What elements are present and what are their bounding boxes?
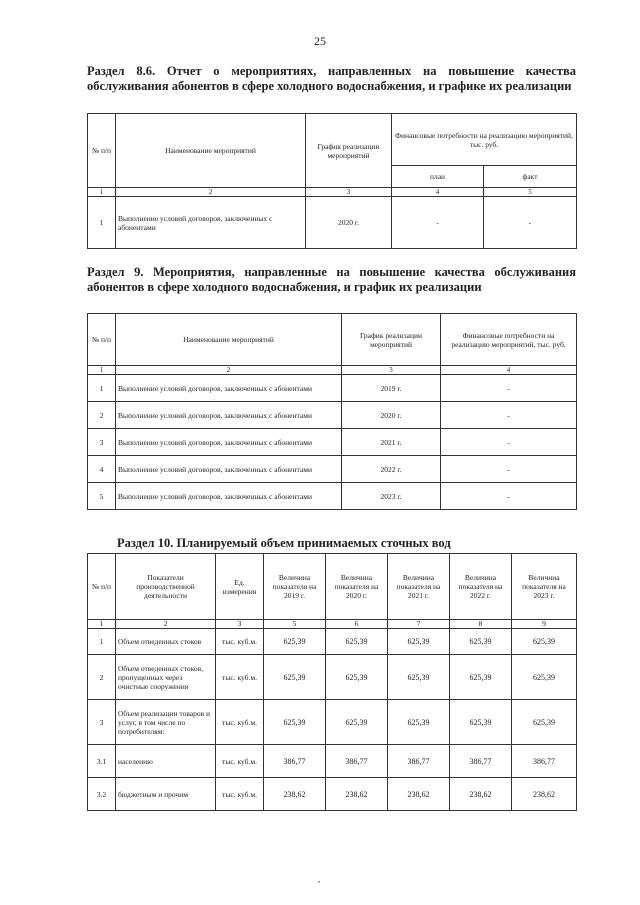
row-num: 3.1 [88,745,116,778]
row-finance: - [441,456,577,483]
table-row [88,456,577,483]
header-2023: Величина показателя на 2023 г. [512,554,577,620]
row-value-2020: 386,77 [326,745,388,778]
table-row [88,429,577,456]
row-num: 1 [88,629,116,655]
header-unit: Ед. измерения [216,554,264,620]
row-finance: - [441,483,577,510]
col-number: 1 [88,620,116,629]
row-value-2022: 625,39 [450,655,512,700]
header-schedule: График реализации мероприятий [342,314,441,366]
header-plan: план [392,166,484,188]
table-row [88,375,577,402]
row-value-2019: 238,62 [264,778,326,811]
col-number: 7 [388,620,450,629]
row-num: 1 [88,197,116,249]
row-unit: тыс. куб.м. [216,778,264,811]
row-value-2023: 625,39 [512,700,577,745]
header-2022: Величина показателя на 2022 г. [450,554,512,620]
row-schedule: 2020 г. [342,402,441,429]
table-row [88,778,577,811]
row-value-2019: 625,39 [264,700,326,745]
header-2020: Величина показателя на 2020 г. [326,554,388,620]
row-indicator: бюджетным и прочим [116,778,216,811]
row-value-2023: 625,39 [512,629,577,655]
header-indicator: Показатели производственной деятельности [116,554,216,620]
header-2021: Величина показателя на 2021 г. [388,554,450,620]
row-num: 4 [88,456,116,483]
row-schedule: 2021 г. [342,429,441,456]
row-value-2021: 625,39 [388,700,450,745]
row-schedule: 2023 г. [342,483,441,510]
row-schedule: 2022 г. [342,456,441,483]
table-row [88,745,577,778]
section-8-6-heading-text: Раздел 8.6. Отчет о мероприятиях, направленных на повышение качества обслуживания абонентов в сфере холодного водоснабжения, и графике их реализации [87,64,576,93]
row-finance: - [441,429,577,456]
section-8-6-table [87,113,577,249]
table-row [88,402,577,429]
row-value-2021: 625,39 [388,655,450,700]
row-value-2022: 238,62 [450,778,512,811]
row-num: 3 [88,429,116,456]
row-indicator: населению [116,745,216,778]
col-number: 2 [116,366,342,375]
column-number-row [88,620,577,629]
row-value-2023: 625,39 [512,655,577,700]
col-number: 3 [216,620,264,629]
row-num: 2 [88,655,116,700]
row-name: Выполнение условий договоров, заключенных с абонентами [116,197,306,249]
row-value-2021: 238,62 [388,778,450,811]
col-number: 4 [441,366,577,375]
row-finance: - [441,375,577,402]
row-name: Выполнение условий договоров, заключенных с абонентами [116,456,342,483]
section-10-heading [117,536,577,551]
row-value-2019: 386,77 [264,745,326,778]
header-finance: Финансовые потребности на реализацию мероприятий, тыс. руб. [441,314,577,366]
row-indicator: Объем отведенных стоков [116,629,216,655]
table-row [88,629,577,655]
col-number: 8 [450,620,512,629]
row-fact: - [484,197,577,249]
column-number-row [88,366,577,375]
section-10-table [87,553,577,811]
scan-speck [318,881,320,883]
column-number-row [88,188,577,197]
section-9-heading-text: Раздел 9. Мероприятия, направленные на повышение качества обслуживания абонентов в сфере холодного водоснабжения, и график их реализации [87,265,576,294]
row-schedule: 2019 г. [342,375,441,402]
row-name: Выполнение условий договоров, заключенных с абонентами [116,375,342,402]
col-number: 5 [264,620,326,629]
col-number: 1 [88,188,116,197]
header-fact: факт [484,166,577,188]
table-row [88,483,577,510]
row-name: Выполнение условий договоров, заключенных с абонентами [116,483,342,510]
page-number: 25 [314,34,326,48]
col-number: 2 [116,620,216,629]
section-9-table [87,313,577,510]
row-value-2019: 625,39 [264,655,326,700]
table-row [88,700,577,745]
row-indicator: Объем реализации товаров и услуг, в том числе по потребителям: [116,700,216,745]
section-9-heading [87,265,576,295]
row-finance: - [441,402,577,429]
header-finance: Финансовые потребности на реализацию мероприятий, тыс. руб. [392,114,577,166]
col-number: 5 [484,188,577,197]
row-unit: тыс. куб.м. [216,700,264,745]
row-schedule: 2020 г. [306,197,392,249]
row-value-2020: 625,39 [326,655,388,700]
row-indicator: Объем отведенных стоков, пропущенных через очистные сооружения [116,655,216,700]
row-value-2020: 238,62 [326,778,388,811]
row-num: 3 [88,700,116,745]
row-num: 3.2 [88,778,116,811]
header-num: № п/п [88,114,116,188]
row-value-2022: 625,39 [450,700,512,745]
col-number: 9 [512,620,577,629]
section-8-6-heading [87,64,576,94]
col-number: 3 [306,188,392,197]
row-unit: тыс. куб.м. [216,629,264,655]
section-10-heading-text: Раздел 10. Планируемый объем принимаемых сточных вод [117,536,451,550]
row-num: 2 [88,402,116,429]
header-name: Наименование мероприятий [116,114,306,188]
row-value-2021: 625,39 [388,629,450,655]
row-value-2019: 625,39 [264,629,326,655]
row-name: Выполнение условий договоров, заключенных с абонентами [116,429,342,456]
row-num: 5 [88,483,116,510]
col-number: 2 [116,188,306,197]
col-number: 1 [88,366,116,375]
row-unit: тыс. куб.м. [216,655,264,700]
row-value-2020: 625,39 [326,700,388,745]
row-num: 1 [88,375,116,402]
row-unit: тыс. куб.м. [216,745,264,778]
row-value-2023: 238,62 [512,778,577,811]
table-row [88,197,577,249]
header-schedule: График реализации мероприятий [306,114,392,188]
row-value-2020: 625,39 [326,629,388,655]
header-name: Наименование мероприятий [116,314,342,366]
table-row [88,655,577,700]
col-number: 6 [326,620,388,629]
header-2019: Величина показателя на 2019 г. [264,554,326,620]
row-value-2023: 386,77 [512,745,577,778]
row-value-2021: 386,77 [388,745,450,778]
header-num: № п/п [88,314,116,366]
row-value-2022: 625,39 [450,629,512,655]
header-num: № п/п [88,554,116,620]
col-number: 4 [392,188,484,197]
row-name: Выполнение условий договоров, заключенных с абонентами [116,402,342,429]
row-value-2022: 386,77 [450,745,512,778]
col-number: 3 [342,366,441,375]
row-plan: - [392,197,484,249]
